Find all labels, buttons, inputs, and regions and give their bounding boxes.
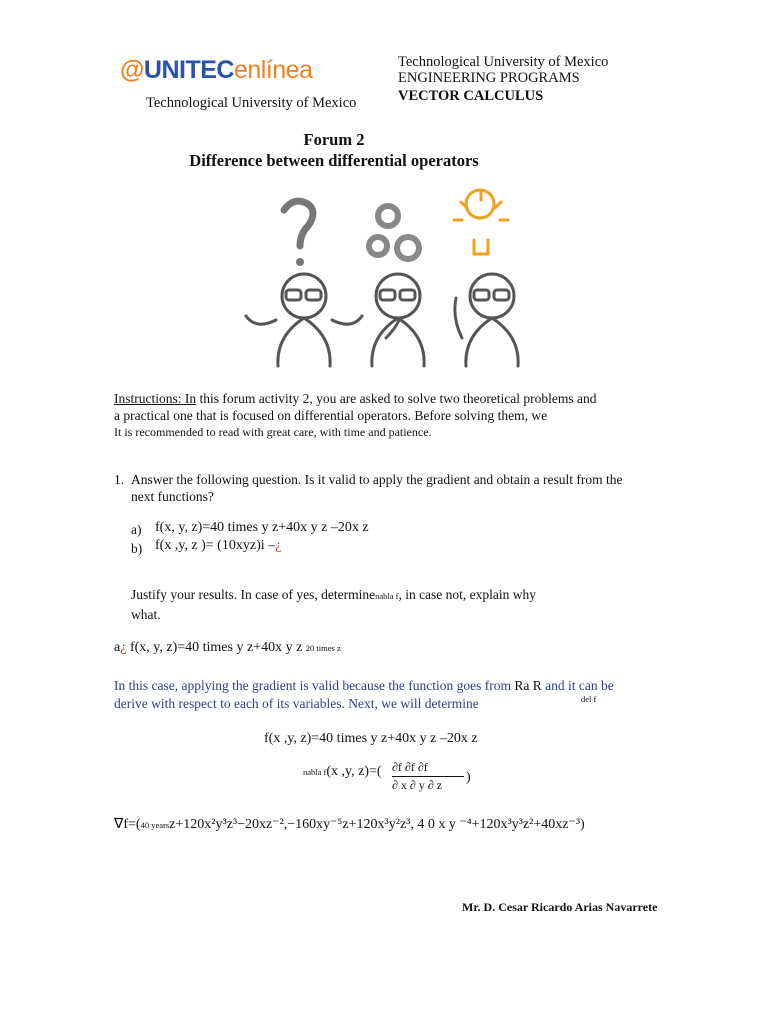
- item-a-label: a): [131, 522, 142, 537]
- instructions-label: Instructions: In: [114, 391, 197, 406]
- header-course: VECTOR CALCULUS: [398, 88, 544, 104]
- logo-enlinea: enlínea: [233, 56, 313, 84]
- forum-subtitle: Difference between differential operators: [189, 151, 479, 170]
- question-line1: Answer the following question. Is it valid to apply the gradient and obtain a result from the: [131, 472, 623, 487]
- question-line2: next functions?: [131, 489, 214, 504]
- justify-line1: Justify your results. In case of yes, determinenabla f, in case not, explain why: [131, 587, 537, 602]
- item-a-expression: f(x, y, z)=40 times y z+40x y z –20x z: [155, 520, 369, 535]
- item-b-label: b): [131, 541, 143, 556]
- logo-at: @: [120, 56, 144, 84]
- thinking-people-illustration: [236, 188, 536, 373]
- justify-line2: what.: [131, 607, 161, 622]
- unitec-logo: [120, 56, 312, 85]
- nabla-denominators: ∂ x ∂ y ∂ z: [392, 778, 443, 792]
- item-b-expression: f(x ,y, z )= (10xyz)i –¿: [155, 538, 282, 553]
- gradient-result: ∇f=(40 yearsz+120x²y³z³−20xz⁻²,−160xy⁻⁵z+120x³y²z³, 4 0 x y ⁻⁴+120x³y³z²+40xz⁻³): [114, 817, 585, 832]
- answer-text-line1: In this case, applying the gradient is valid because the function goes from Ra R and it can be: [114, 678, 614, 693]
- instructions-line1: Instructions: In this forum activity 2, you are asked to solve two theoretical problems and: [114, 391, 597, 406]
- logo-subtitle: Technological University of Mexico: [146, 95, 357, 111]
- answer-a-expression: a¿ f(x, y, z)=40 times y z+40x y z 20 times z: [114, 640, 341, 655]
- header-university: Technological University of Mexico: [398, 54, 609, 70]
- instructions-line2: a practical one that is focused on differential operators. Before solving them, we: [114, 408, 548, 423]
- nabla-fraction-bar: [392, 776, 464, 777]
- header-programs: ENGINEERING PROGRAMS: [398, 70, 580, 86]
- answer-text-line2: derive with respect to each of its variables. Next, we will determine: [114, 696, 479, 711]
- forum-title: Forum 2: [303, 130, 365, 149]
- nabla-definition: nabla f(x ,y, z)=(: [303, 764, 382, 779]
- item-b-mark: ¿: [275, 538, 282, 553]
- nabla-numerators: ∂f ∂f ∂f: [392, 760, 428, 774]
- function-expression: f(x ,y, z)=40 times y z+40x y z –20x z: [264, 731, 478, 746]
- logo-unitec: UNITEC: [143, 56, 234, 84]
- instructions-line3: It is recommended to read with great care, with time and patience.: [114, 425, 432, 439]
- author-signature: Mr. D. Cesar Ricardo Arias Navarrete: [462, 900, 658, 914]
- nabla-close: ): [466, 770, 471, 785]
- del-f-label: del f: [581, 694, 597, 704]
- question-number: 1.: [114, 472, 125, 487]
